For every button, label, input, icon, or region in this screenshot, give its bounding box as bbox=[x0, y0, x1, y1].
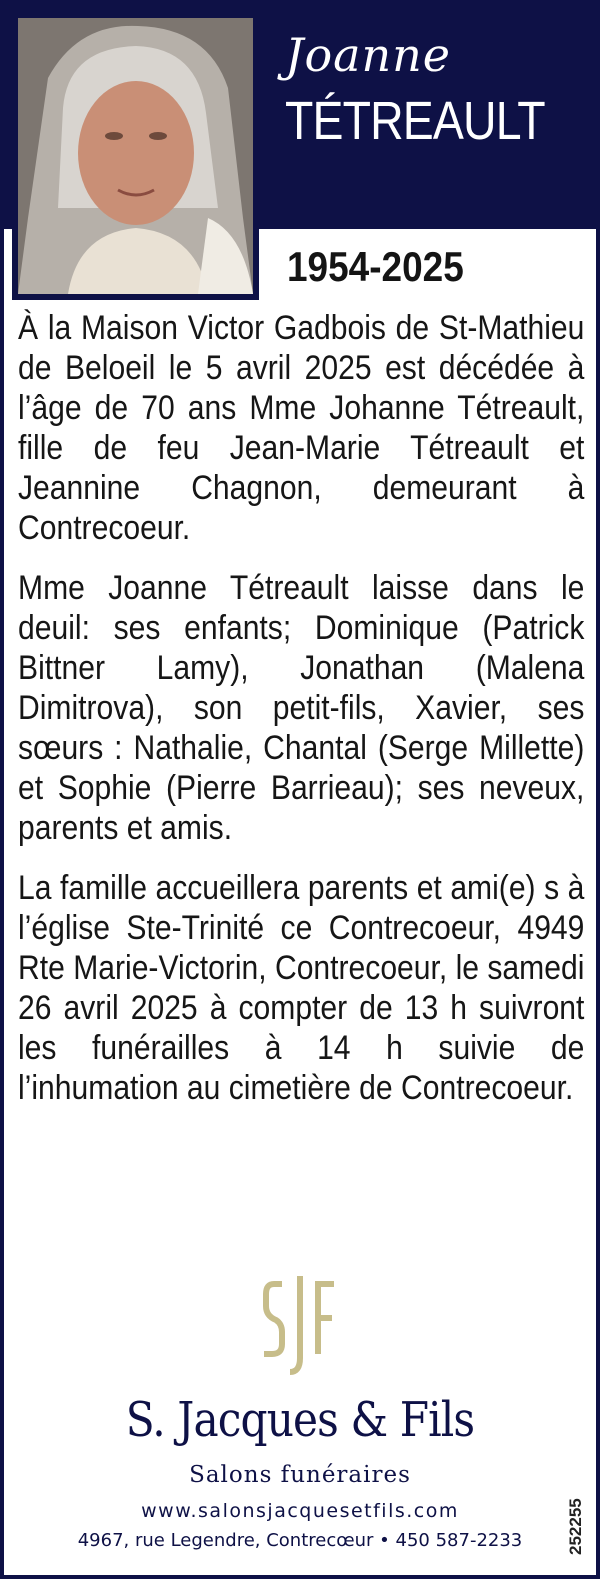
obituary-body bbox=[18, 308, 584, 1128]
deceased-last-name: TÉTREAULT bbox=[285, 91, 545, 151]
portrait-photo bbox=[12, 12, 259, 300]
life-years: 1954-2025 bbox=[287, 243, 464, 290]
portrait-image bbox=[18, 18, 253, 294]
paragraph-family: Mme Joanne Tétreault laisse dans le deuil: ses enfants; Dominique (Patrick Bittner Lamy), Jonathan (Malena Dimitrova), son petit-fils, Xavier, ses sœurs : Nathalie, Chantal (Serge Millette) et Sophie (Pierre Barrieau); ses neveux, parents et amis. bbox=[18, 569, 585, 847]
deceased-first-name: Joanne bbox=[285, 28, 452, 82]
funeral-home-subtitle: Salons funéraires bbox=[189, 1462, 411, 1488]
funeral-home-name: S. Jacques & Fils bbox=[125, 1392, 475, 1448]
paragraph-funeral-details: La famille accueillera parents et ami(e) s à l’église Ste-Trinité ce Contrecoeur, 4949 Rte Marie-Victorin, Contrecoeur, le samedi 26 avril 2025 à compter de 13 h suivront les funérailles à 14 h suivie de l’inhumation au cimetière de Contrecoeur. bbox=[18, 869, 585, 1107]
funeral-home-website[interactable]: www.salonsjacquesetfils.com bbox=[141, 1500, 459, 1522]
paragraph-death-notice: À la Maison Victor Gadbois de St-Mathieu de Beloeil le 5 avril 2025 est décédée à l’âge de 70 ans Mme Johanne Tétreault, fille de feu Jean-Marie Tétreault et Jeannine Chagnon, demeurant à Contrecoeur. bbox=[18, 309, 585, 547]
funeral-home-address: 4967, rue Legendre, Contrecœur • 450 587-2233 bbox=[77, 1530, 523, 1551]
sjf-monogram-logo bbox=[250, 1272, 350, 1382]
reference-code: 252255 bbox=[566, 1498, 585, 1555]
